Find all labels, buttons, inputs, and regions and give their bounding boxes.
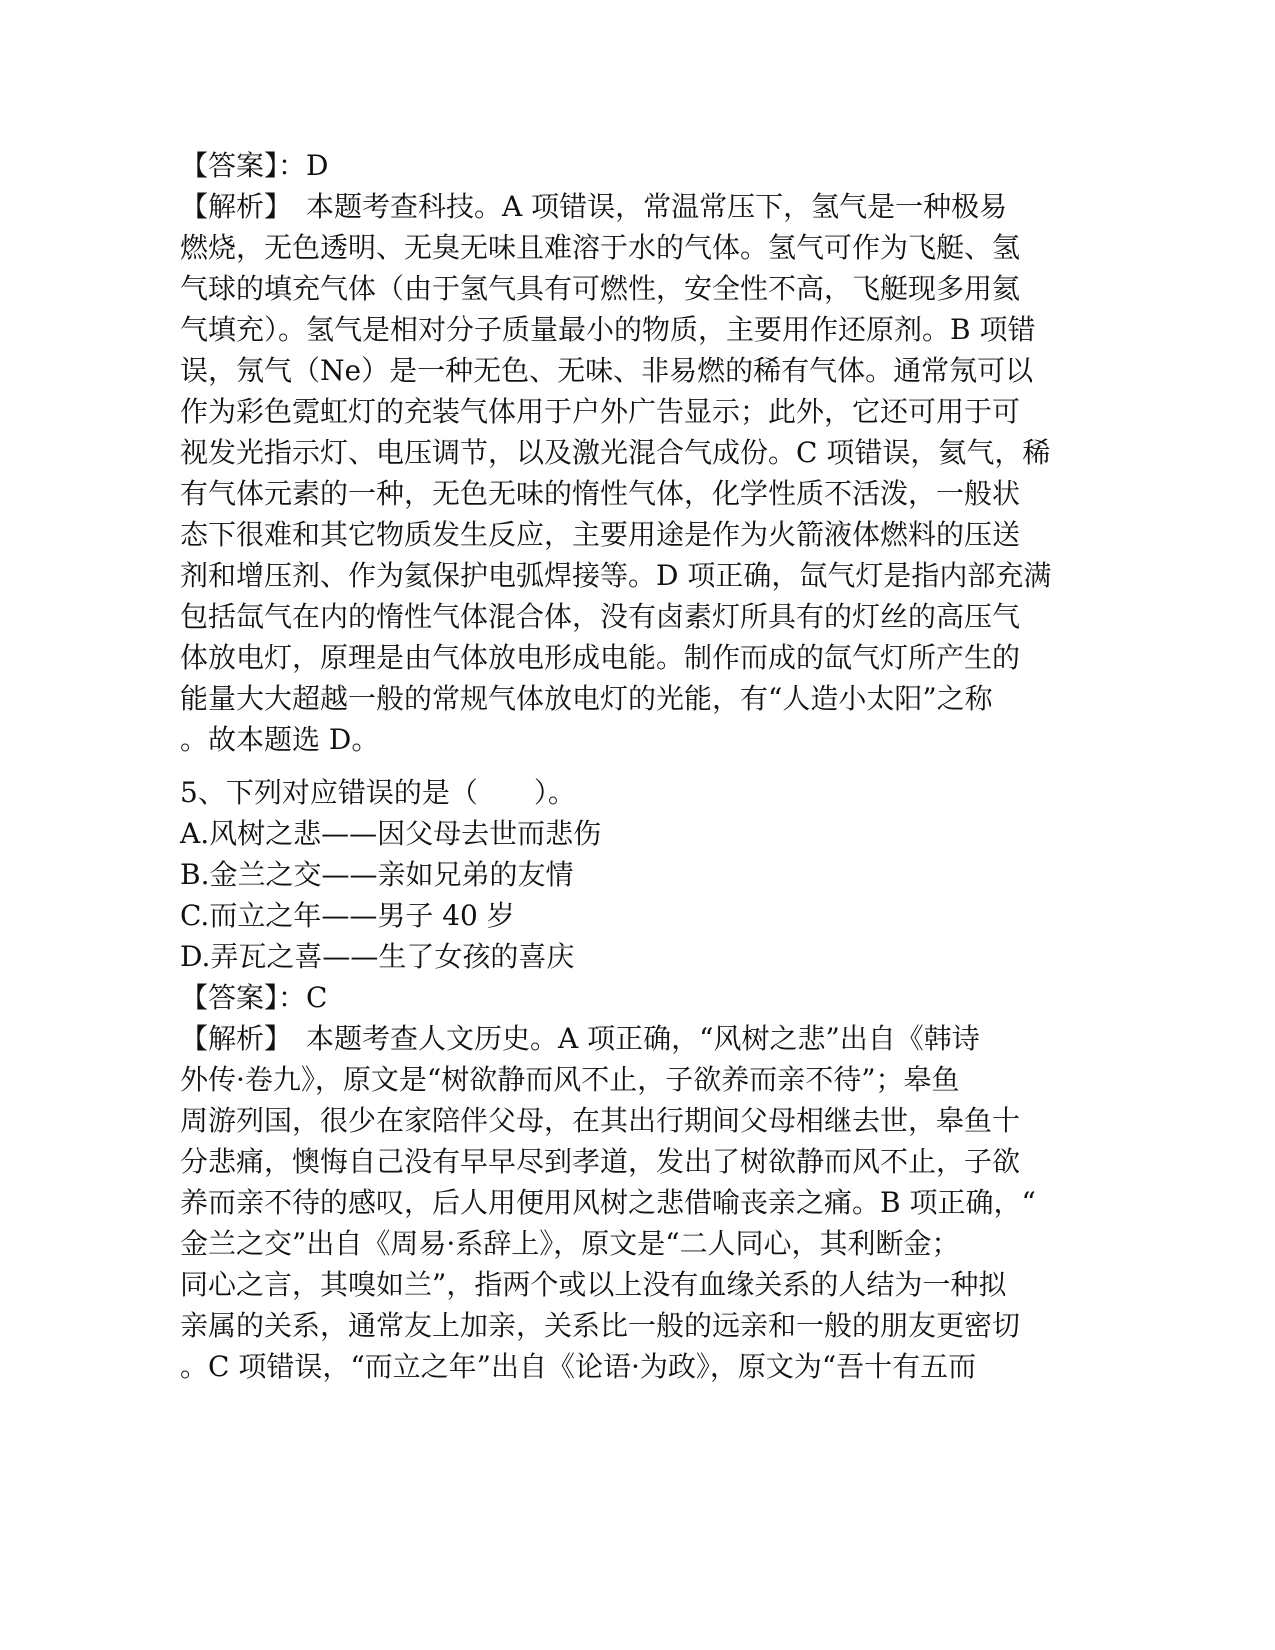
analysis-line: 分悲痛，懊悔自己没有早早尽到孝道，发出了树欲静而风不止，子欲 [180, 1145, 1021, 1178]
analysis-line: 剂和增压剂、作为氦保护电弧焊接等。D 项正确，氙气灯是指内部充满 [180, 559, 1052, 592]
analysis-line: 金兰之交”出自《周易·系辞上》，原文是“二人同心，其利断金； [180, 1227, 960, 1260]
analysis-line: 周游列国，很少在家陪伴父母，在其出行期间父母相继去世，皋鱼十 [180, 1104, 1021, 1137]
analysis-line: 态下很难和其它物质发生反应，主要用途是作为火箭液体燃料的压送 [180, 518, 1021, 551]
analysis-line: 。故本题选 D。 [180, 723, 380, 756]
analysis-line: 。C 项错误，“而立之年”出自《论语·为政》，原文为“吾十有五而 [180, 1350, 977, 1383]
option-a: A.风树之悲——因父母去世而悲伤 [180, 817, 602, 850]
option-c: C.而立之年——男子 40 岁 [180, 899, 515, 932]
analysis-line: 【解析】 本题考查人文历史。A 项正确，“风树之悲”出自《韩诗 [180, 1022, 980, 1055]
analysis-line: 有气体元素的一种，无色无味的惰性气体，化学性质不活泼，一般状 [180, 477, 1021, 510]
analysis-line: 包括氙气在内的惰性气体混合体，没有卤素灯所具有的灯丝的高压气 [180, 600, 1021, 633]
analysis-line: 作为彩色霓虹灯的充装气体用于户外广告显示；此外，它还可用于可 [180, 395, 1021, 428]
paragraph-gap [180, 760, 1060, 772]
option-d: D.弄瓦之喜——生了女孩的喜庆 [180, 940, 575, 973]
analysis-line: 【解析】 本题考查科技。A 项错误，常温常压下，氢气是一种极易 [180, 190, 1008, 223]
analysis-line: 视发光指示灯、电压调节，以及激光混合气成份。C 项错误，氦气，稀 [180, 436, 1051, 469]
analysis-line: 同心之言，其嗅如兰”，指两个或以上没有血缘关系的人结为一种拟 [180, 1268, 1007, 1301]
analysis-line: 外传·卷九》，原文是“树欲静而风不止，子欲养而亲不待”；皋鱼 [180, 1063, 960, 1096]
document-text [180, 145, 1060, 1387]
analysis-line: 亲属的关系，通常友上加亲，关系比一般的远亲和一般的朋友更密切 [180, 1309, 1021, 1342]
answer-line: 【答案】：C [180, 981, 328, 1014]
analysis-line: 气球的填充气体（由于氢气具有可燃性，安全性不高，飞艇现多用氦 [180, 272, 1021, 305]
analysis-line: 气填充）。氢气是相对分子质量最小的物质，主要用作还原剂。B 项错 [180, 313, 1036, 346]
question-stem: 5、下列对应错误的是（ ）。 [180, 776, 576, 809]
analysis-line: 能量大大超越一般的常规气体放电灯的光能，有“人造小太阳”之称 [180, 682, 993, 715]
analysis-line: 误，氖气（Ne）是一种无色、无味、非易燃的稀有气体。通常氖可以 [180, 354, 1034, 387]
analysis-line: 养而亲不待的感叹，后人用便用风树之悲借喻丧亲之痛。B 项正确，“ [180, 1186, 1036, 1219]
answer-line: 【答案】：D [180, 149, 329, 182]
analysis-line: 体放电灯，原理是由气体放电形成电能。制作而成的氙气灯所产生的 [180, 641, 1021, 674]
option-b: B.金兰之交——亲如兄弟的友情 [180, 858, 574, 891]
analysis-line: 燃烧，无色透明、无臭无味且难溶于水的气体。氢气可作为飞艇、氢 [180, 231, 1021, 264]
